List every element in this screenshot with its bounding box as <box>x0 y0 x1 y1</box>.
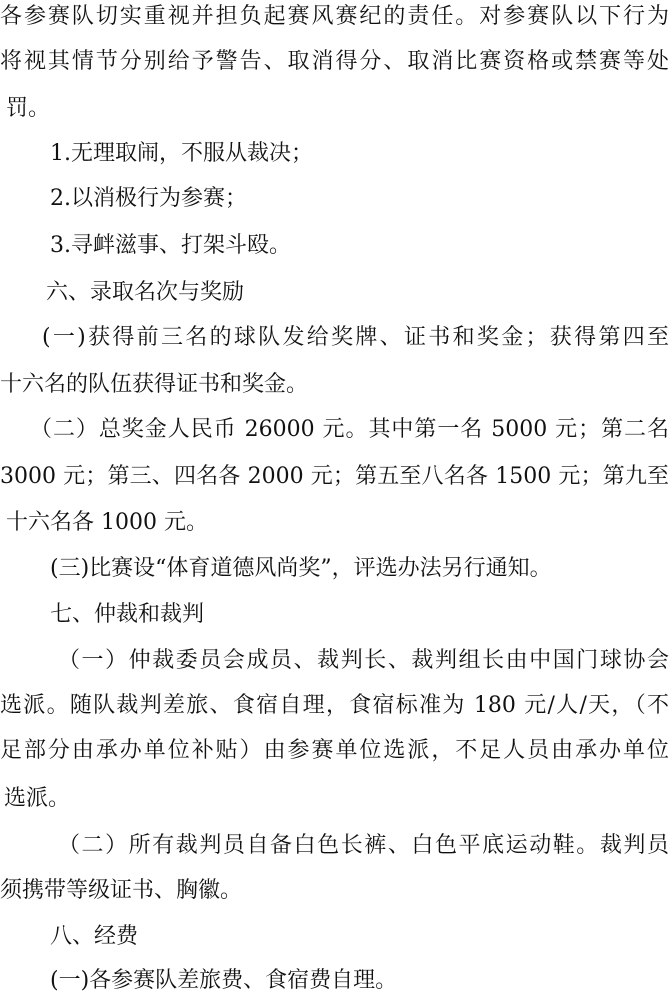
paragraph-line: （二）所有裁判员自备白色长裤、白色平底运动鞋。裁判员 <box>58 833 669 858</box>
paragraph-line: （二）总奖金人民币 26000 元。其中第一名 5000 元；第二名 <box>30 417 669 442</box>
section-heading: 七、仲裁和裁判 <box>50 602 205 627</box>
paragraph-line: 十六名的队伍获得证书和奖金。 <box>0 372 309 397</box>
paragraph-line: (一)各参赛队差旅费、食宿费自理。 <box>50 968 398 993</box>
list-item: 3.寻衅滋事、打架斗殴。 <box>50 233 291 258</box>
paragraph-line: (一)获得前三名的球队发给奖牌、证书和奖金；获得第四至 <box>42 325 669 350</box>
list-item: 2.以消极行为参赛； <box>50 186 247 211</box>
paragraph-line: 将视其情节分别给予警告、取消得分、取消比赛资格或禁赛等处 <box>0 49 669 74</box>
paragraph-line: (三)比赛设“体育道德风尚奖”，评选办法另行通知。 <box>50 556 552 581</box>
paragraph-line: 3000 元；第三、四名各 2000 元；第五至八名各 1500 元；第九至 <box>0 464 669 489</box>
paragraph-line: （一）仲裁委员会成员、裁判长、裁判组长由中国门球协会 <box>58 648 669 673</box>
paragraph-line: 各参赛队切实重视并担负起赛风赛纪的责任。对参赛队以下行为 <box>0 4 669 29</box>
paragraph-line: 足部分由承办单位补贴）由参赛单位选派，不足人员由承办单位 <box>0 738 669 763</box>
section-heading: 八、经费 <box>50 924 139 949</box>
paragraph-line: 选派。 <box>4 786 71 811</box>
list-item: 1.无理取闹，不服从裁决； <box>50 141 313 166</box>
paragraph-line: 选派。随队裁判差旅、食宿自理，食宿标准为 180 元/人/天，（不 <box>0 693 669 718</box>
paragraph-line: 须携带等级证书、胸徽。 <box>0 878 243 903</box>
paragraph-line: 罚。 <box>6 96 51 121</box>
section-heading: 六、录取名次与奖励 <box>46 280 245 305</box>
paragraph-line: 十六名各 1000 元。 <box>6 510 208 535</box>
